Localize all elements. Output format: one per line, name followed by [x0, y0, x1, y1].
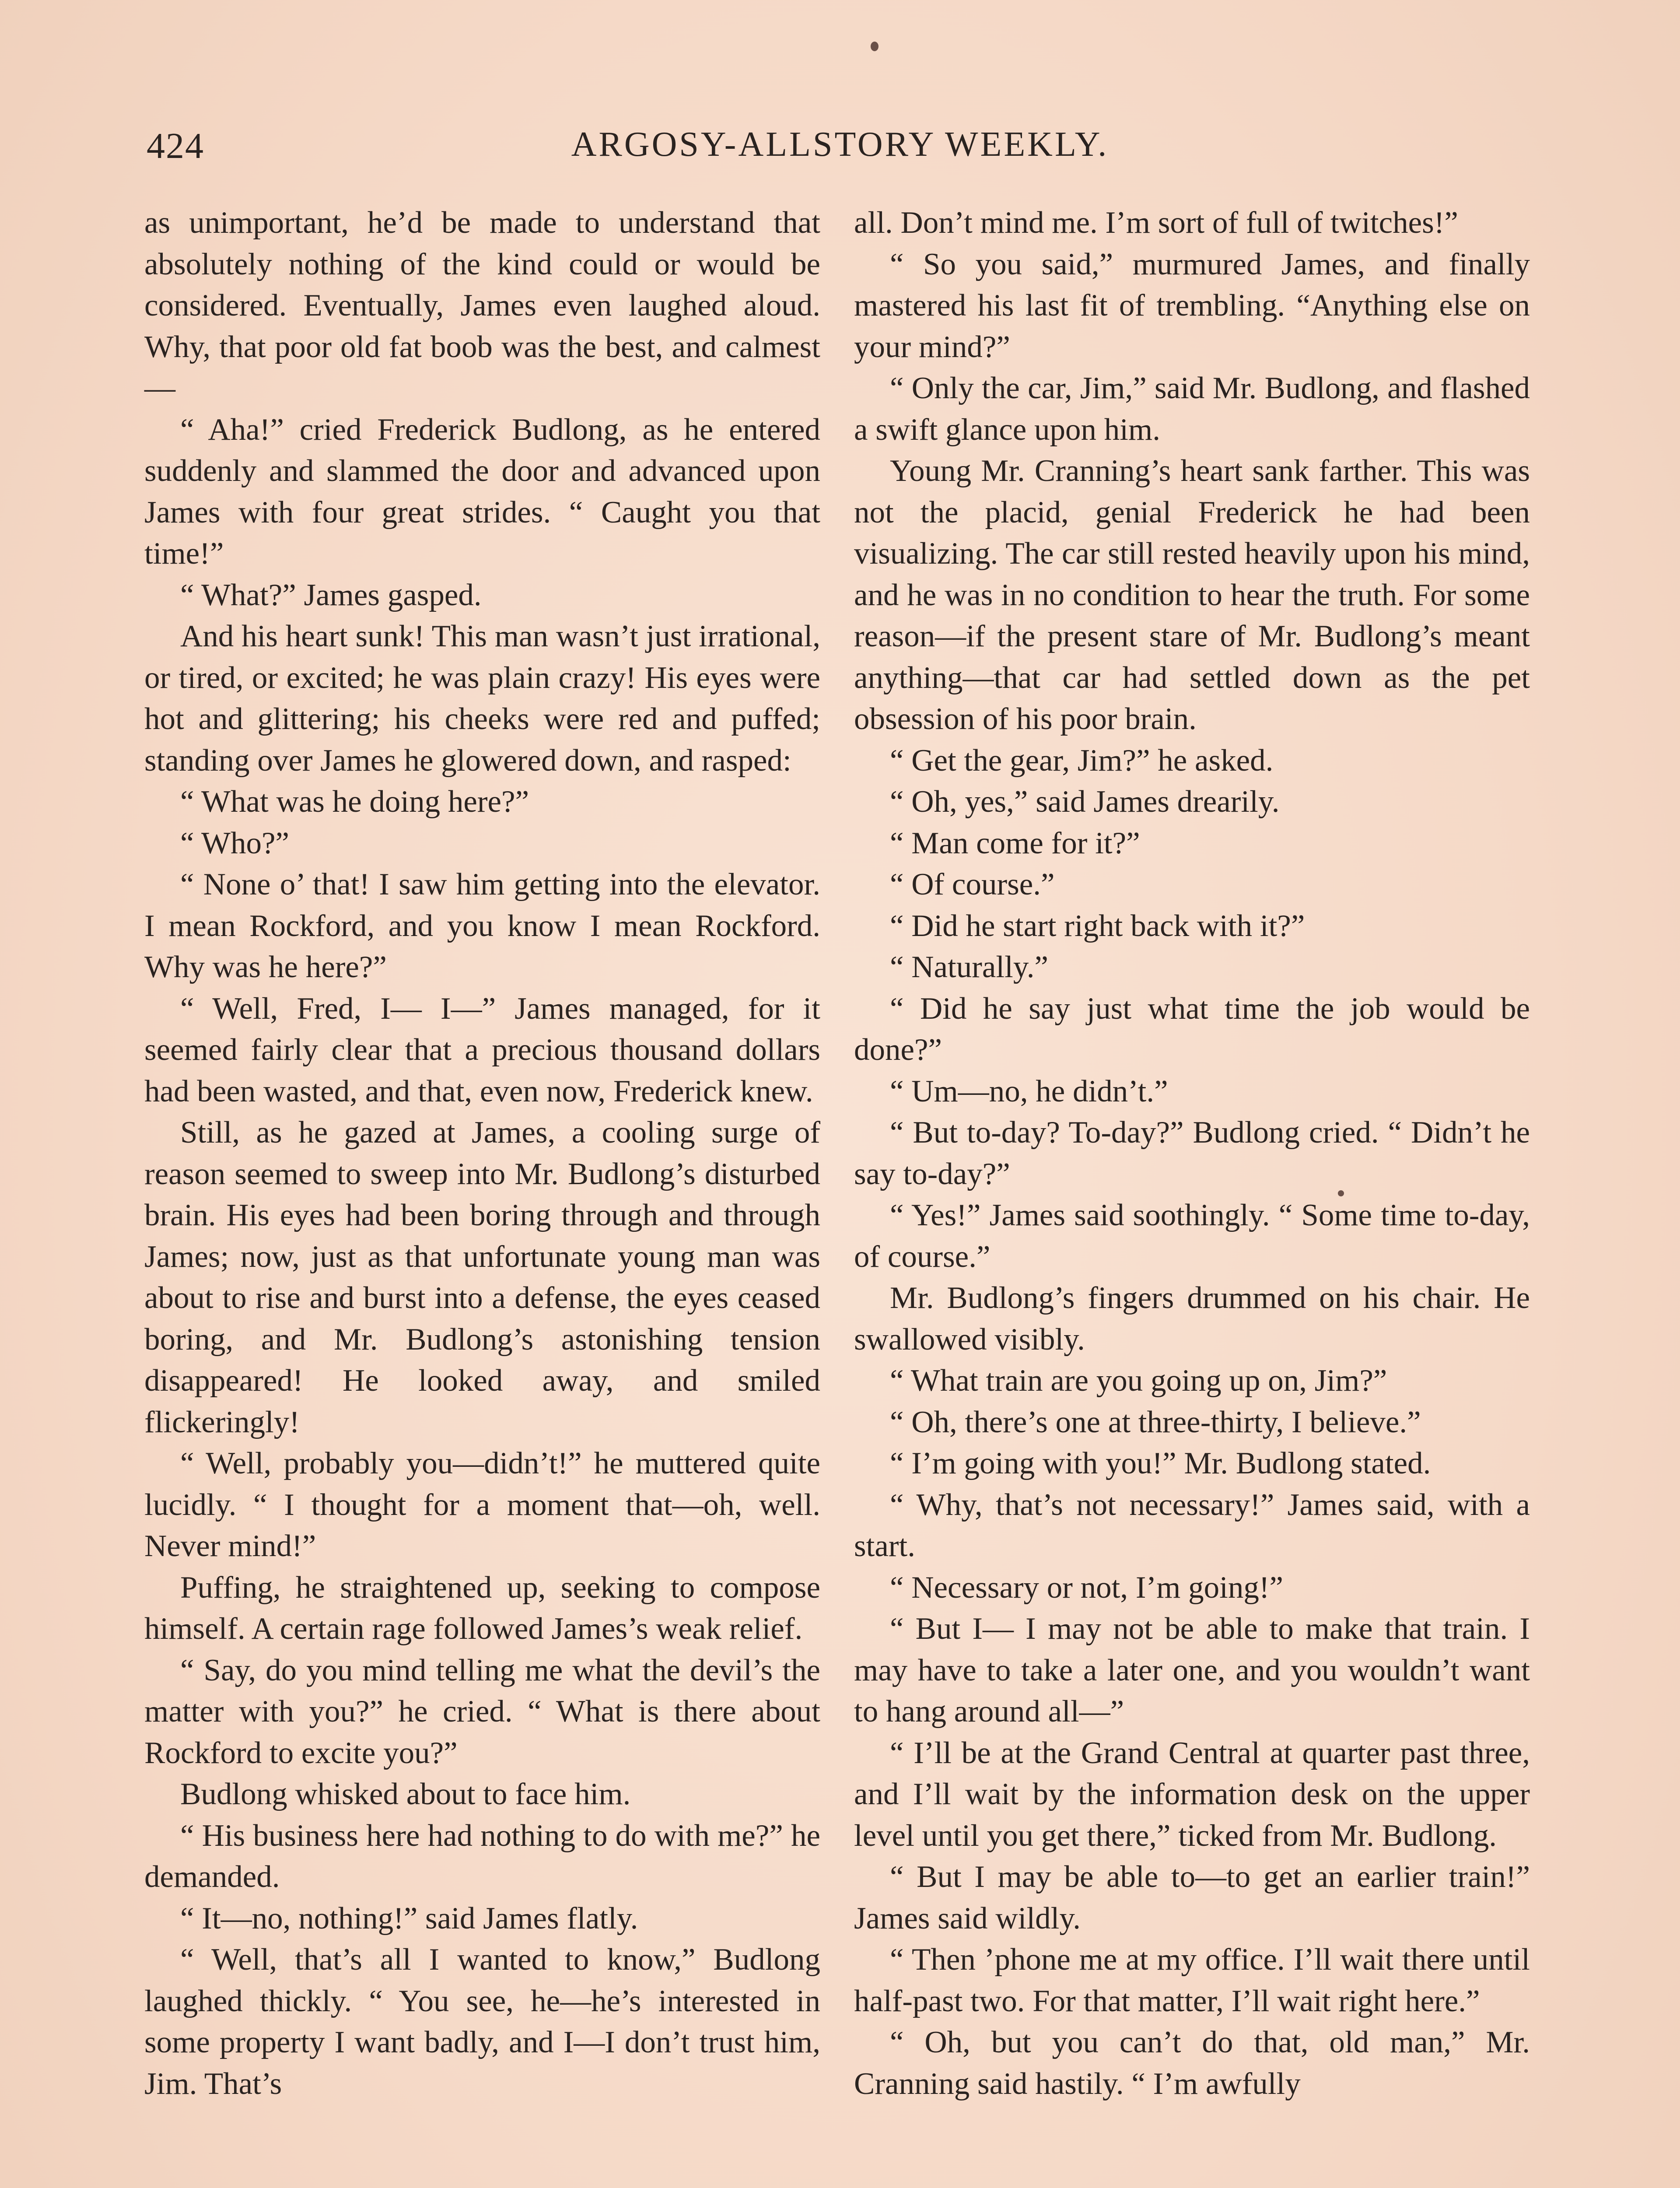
paragraph: “ Then ’phone me at my office. I’ll wait there until half-past two. For that matter, I’ll wait right here.” [854, 1943, 1530, 2018]
paragraph: “ Well, probably you—didn’t!” he muttered quite lucidly. “ I thought for a moment that—oh, well. Never mind!” [144, 1446, 820, 1563]
page-header [147, 125, 1533, 173]
paragraph: “ I’ll be at the Grand Central at quarter past three, and I’ll wait by the information desk on the upper level until you get there,” ticked from Mr. Budlong. [854, 1736, 1530, 1853]
paragraph: “ What?” James gasped. [180, 578, 482, 612]
paragraph: “ Man come for it?” [890, 826, 1140, 860]
left-column [144, 202, 820, 2104]
paragraph: “ But I may be able to—to get an earlier train!” James said wildly. [854, 1860, 1530, 1936]
paragraph: Budlong whisked about to face him. [180, 1777, 631, 1811]
paragraph: “ Naturally.” [890, 950, 1049, 984]
paragraph: “ Oh, there’s one at three-thirty, I believe.” [890, 1405, 1421, 1439]
paragraph: “ Only the car, Jim,” said Mr. Budlong, and flashed a swift glance upon him. [854, 371, 1530, 447]
paragraph: “ What train are you going up on, Jim?” [890, 1364, 1387, 1398]
paragraph: “ Um—no, he didn’t.” [890, 1074, 1168, 1108]
paragraph: “ Necessary or not, I’m going!” [890, 1570, 1284, 1605]
paragraph: “ Get the gear, Jim?” he asked. [890, 743, 1274, 778]
paragraph: “ Did he start right back with it?” [890, 908, 1305, 943]
paragraph: And his heart sunk! This man wasn’t just irrational, or tired, or excited; he was plain crazy! His eyes were hot and glittering; his cheeks were red and puffed; standing over James he glowered down, and rasped: [144, 619, 820, 778]
paragraph: “ Well, that’s all I wanted to know,” Budlong laughed thickly. “ You see, he—he’s interested in some property I want badly, and I—I don’t trust him, Jim. That’s [144, 1943, 820, 2101]
paragraph: “ What was he doing here?” [180, 785, 529, 819]
paragraph: Young Mr. Cranning’s heart sank farther. This was not the placid, genial Frederick he had been visualizing. The car still rested heavily upon his mind, and he was in no condition to hear the truth. For some reason—if the present stare of Mr. Budlong’s meant anything—that car had settled down as the pet obsession of his poor brain. [854, 454, 1530, 736]
paragraph: “ None o’ that! I saw him getting into the elevator. I mean Rockford, and you know I mean Rockford. Why was he here?” [144, 867, 820, 984]
paragraph: “ Oh, but you can’t do that, old man,” Mr. Cranning said hastily. “ I’m awfully [854, 2025, 1530, 2101]
paragraph: “ So you said,” murmured James, and finally mastered his last fit of trembling. “Anything else on your mind?” [854, 247, 1530, 364]
right-column [854, 202, 1530, 2104]
paragraph: all. Don’t mind me. I’m sort of full of twitches!” [854, 206, 1458, 240]
paragraph: “ Of course.” [890, 867, 1055, 901]
ink-speck [871, 42, 878, 51]
paragraph: Still, as he gazed at James, a cooling surge of reason seemed to sweep into Mr. Budlong’s disturbed brain. His eyes had been boring through and through James; now, just as that unfortunate young man was about to rise and burst into a defense, the eyes ceased boring, and Mr. Budlong’s astonishing tension disappeared! He looked away, and smiled flickeringly! [144, 1115, 820, 1439]
paragraph: “ Who?” [180, 826, 290, 860]
paragraph: “ But I— I may not be able to make that train. I may have to take a later one, and you wouldn’t want to hang around all—” [854, 1612, 1530, 1729]
paragraph: “ I’m going with you!” Mr. Budlong stated. [890, 1446, 1431, 1480]
paragraph: “ Aha!” cried Frederick Budlong, as he entered suddenly and slammed the door and advanced upon James with four great strides. “ Caught you that time!” [144, 412, 820, 571]
paragraph: Puffing, he straightened up, seeking to compose himself. A certain rage followed James’s weak relief. [144, 1570, 820, 1646]
ink-speck [1338, 1190, 1344, 1196]
paragraph: “ Did he say just what time the job would be done?” [854, 991, 1530, 1067]
paragraph: “ Say, do you mind telling me what the devil’s the matter with you?” he cried. “ What is there about Rockford to excite you?” [144, 1653, 820, 1770]
paragraph: “ His business here had nothing to do with me?” he demanded. [144, 1818, 820, 1894]
paragraph: as unimportant, he’d be made to understand that absolutely nothing of the kind could or would be considered. Eventually, James even laughed aloud. Why, that poor old fat boob was the best, and calmest— [144, 206, 820, 405]
paragraph: “ Well, Fred, I— I—” James managed, for it seemed fairly clear that a precious thousand dollars had been wasted, and that, even now, Frederick knew. [144, 991, 820, 1108]
running-head: ARGOSY-ALLSTORY WEEKLY. [571, 125, 1109, 164]
page-number: 424 [147, 126, 204, 166]
paragraph: “ Yes!” James said soothingly. “ Some time to-day, of course.” [854, 1198, 1530, 1274]
paragraph: “ It—no, nothing!” said James flatly. [180, 1901, 638, 1936]
paragraph: “ Why, that’s not necessary!” James said, with a start. [854, 1487, 1530, 1563]
paragraph: “ Oh, yes,” said James drearily. [890, 785, 1280, 819]
paragraph: “ But to-day? To-day?” Budlong cried. “ Didn’t he say to-day?” [854, 1115, 1530, 1191]
paragraph: Mr. Budlong’s fingers drummed on his chair. He swallowed visibly. [854, 1281, 1530, 1357]
